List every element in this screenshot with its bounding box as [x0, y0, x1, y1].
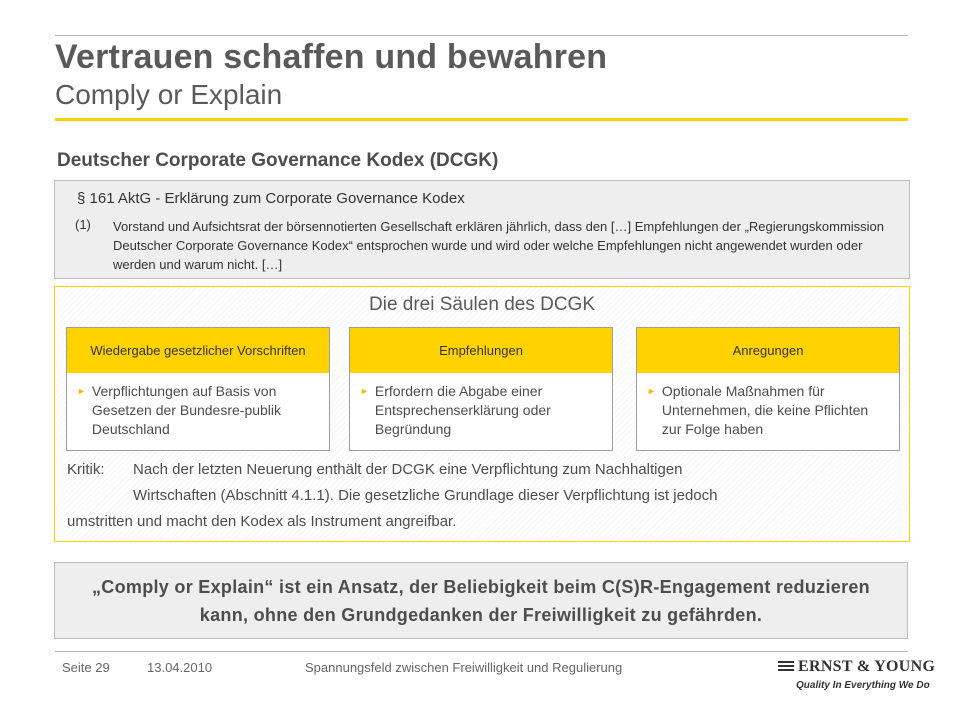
pillar-text: Optionale Maßnahmen für Unternehmen, die keine Pflichten zur Folge haben: [661, 383, 869, 437]
page-title: Vertrauen schaffen und bewahren: [55, 38, 608, 76]
company-logo: [776, 657, 936, 699]
footer-page-number: Seite 29: [62, 660, 110, 675]
conclusion-quote: „Comply or Explain“ ist ein Ansatz, der Beliebigkeit beim C(S)R-Engagement reduzieren kann, ohne den Grundgedanken der Freiwilligkeit zu gefährden.: [54, 562, 908, 639]
law-paragraph-number: (1): [75, 217, 91, 232]
footer-date: 13.04.2010: [147, 660, 213, 675]
logo-mark-icon: [778, 661, 794, 675]
triangle-right-icon: ►: [360, 386, 369, 396]
title-underline: [55, 118, 908, 121]
pillar-body: [67, 373, 329, 439]
law-excerpt-box: [54, 180, 910, 279]
pillar-text: Erfordern die Abgabe einer Entsprechenserklärung oder Begründung: [374, 383, 551, 437]
critique-line: Nach der letzten Neuerung enthält der DCGK eine Verpflichtung zum Nachhaltigen: [133, 461, 683, 478]
pillar-title: Empfehlungen: [350, 328, 612, 373]
pillar-title: Anregungen: [637, 328, 899, 373]
critique-line: umstritten und macht den Kodex als Instrument angreifbar.: [67, 513, 457, 530]
footer-title: Spannungsfeld zwischen Freiwilligkeit und Regulierung: [305, 660, 623, 675]
pillar-body: [637, 373, 899, 439]
pillar-card-recommendations: [349, 327, 613, 451]
critique-label: Kritik:: [67, 461, 105, 478]
triangle-right-icon: ►: [77, 386, 86, 396]
pillar-card-legal-provisions: [66, 327, 330, 451]
law-title: § 161 AktG - Erklärung zum Corporate Governance Kodex: [77, 190, 465, 207]
footer-divider: [55, 651, 908, 652]
pillar-card-suggestions: [636, 327, 900, 451]
critique-line: Wirtschaften (Abschnitt 4.1.1). Die gesetzliche Grundlage dieser Verpflichtung ist jedoch: [133, 487, 718, 504]
top-divider: [55, 35, 908, 36]
pillar-text: Verpflichtungen auf Basis von Gesetzen der Bundesre-publik Deutschland: [91, 383, 282, 437]
logo-name: ERNST & YOUNG: [798, 658, 936, 675]
pillars-heading: Die drei Säulen des DCGK: [369, 294, 595, 315]
pillar-body: [350, 373, 612, 439]
logo-tagline: Quality In Everything We Do: [796, 680, 930, 691]
pillars-panel: [54, 286, 910, 542]
section-heading: Deutscher Corporate Governance Kodex (DCGK): [57, 150, 499, 171]
page-subtitle: Comply or Explain: [55, 79, 283, 110]
triangle-right-icon: ►: [647, 386, 656, 396]
pillar-title: Wiedergabe gesetzlicher Vorschriften: [67, 328, 329, 373]
law-paragraph-text: Vorstand und Aufsichtsrat der börsennotierten Gesellschaft erklären jährlich, dass den […] Empfehlungen der „Regierungskommission Deutscher Corporate Governance Kodex“ entsprochen wurde und wird oder welche Empfehlungen nicht angewendet wurden oder werden und warum nicht. […]: [113, 219, 885, 272]
